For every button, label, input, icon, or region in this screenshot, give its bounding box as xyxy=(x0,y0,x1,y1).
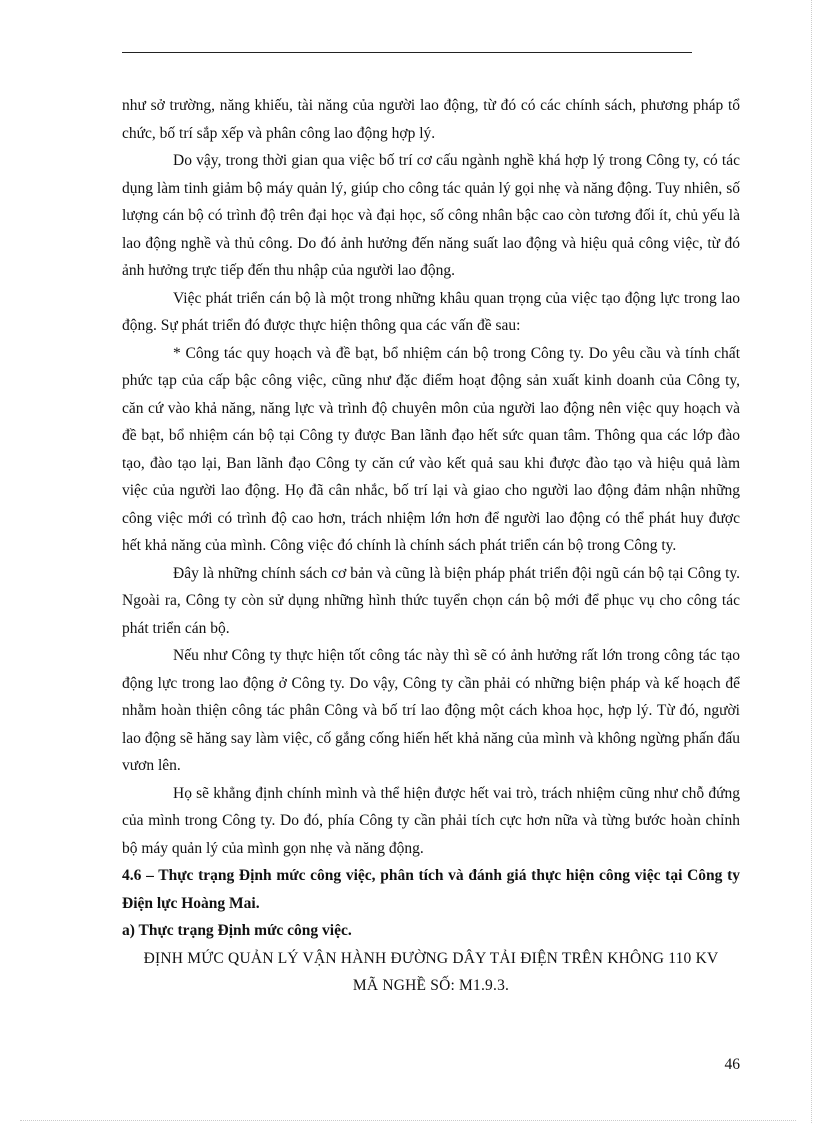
section-heading: 4.6 – Thực trạng Định mức công việc, phân tích và đánh giá thực hiện công việc tại Công ty Điện lực Hoàng Mai. xyxy=(122,867,740,912)
sub-heading: a) Thực trạng Định mức công việc. xyxy=(122,922,352,939)
paragraph-6: Nếu như Công ty thực hiện tốt công tác này thì sẽ có ảnh hưởng rất lớn trong công tác tạo động lực trong lao động ở Công ty. Do vậy, Công ty cần phải có những biện pháp và kế hoạch để nhằm hoàn thiện công tác phân Công và bố trí lao động một cách khoa học, hợp lý. Từ đó, người lao động sẽ hăng say làm việc, cố gắng cống hiến hết khả năng của mình và không ngừng phấn đấu vươn lên. xyxy=(122,647,740,774)
paragraph-4: * Công tác quy hoạch và đề bạt, bổ nhiệm cán bộ trong Công ty. Do yêu cầu và tính chất phức tạp của cấp bậc công việc, cũng như đặc điểm hoạt động sản xuất kinh doanh của Công ty, căn cứ vào khả năng, năng lực và trình độ chuyên môn của người lao động nên việc quy hoạch và đề bạt, bổ nhiệm cán bộ tại Công ty được Ban lãnh đạo hết sức quan tâm. Thông qua các lớp đào tạo, đào tạo lại, Ban lãnh đạo Công ty căn cứ vào kết quả sau khi được đào tạo và hiệu quả làm việc của người lao động. Họ đã cân nhắc, bố trí lại và giao cho người lao động đảm nhận những công việc mới có trình độ cao hơn, trách nhiệm lớn hơn để người lao động có thể phát huy được hết khả năng của mình. Công việc đó chính là chính sách phát triển cán bộ trong Công ty. xyxy=(122,344,740,554)
page-border-right xyxy=(811,0,812,1123)
paragraph-3: Việc phát triển cán bộ là một trong những khâu quan trọng của việc tạo động lực trong lao động. Sự phát triển đó được thực hiện thông qua các vấn đề sau: xyxy=(122,289,740,334)
page-border-bottom xyxy=(20,1120,796,1121)
table-title-line-1: ĐỊNH MỨC QUẢN LÝ VẬN HÀNH ĐƯỜNG DÂY TẢI ĐIỆN TRÊN KHÔNG 110 KV xyxy=(143,949,719,967)
document-body xyxy=(122,92,740,1000)
page-number: 46 xyxy=(724,1056,740,1073)
header-rule xyxy=(122,52,692,53)
table-title-line-2: MÃ NGHỀ SỐ: M1.9.3. xyxy=(352,977,510,994)
paragraph-2: Do vậy, trong thời gian qua việc bố trí cơ cấu ngành nghề khá hợp lý trong Công ty, có tác dụng làm tinh giảm bộ máy quản lý, giúp cho công tác quản lý gọi nhẹ và năng động. Tuy nhiên, số lượng cán bộ có trình độ trên đại học và đại học, số công nhân bậc cao còn tương đối ít, chủ yếu là lao động nghề và thủ công. Do đó ảnh hưởng đến năng suất lao động và hiệu quả công việc, từ đó ảnh hưởng trực tiếp đến thu nhập của người lao động. xyxy=(122,152,740,279)
paragraph-1: như sở trường, năng khiếu, tài năng của người lao động, từ đó có các chính sách, phương pháp tổ chức, bố trí sắp xếp và phân công lao động hợp lý. xyxy=(122,97,740,142)
paragraph-5: Đây là những chính sách cơ bản và cũng là biện pháp phát triển đội ngũ cán bộ tại Công ty. Ngoài ra, Công ty còn sử dụng những hình thức tuyển chọn cán bộ mới để phục vụ cho công tác phát triển cán bộ. xyxy=(122,564,740,637)
paragraph-7: Họ sẽ khẳng định chính mình và thể hiện được hết vai trò, trách nhiệm cũng như chỗ đứng của mình trong Công ty. Do đó, phía Công ty cần phải tích cực hơn nữa và từng bước hoàn chỉnh bộ máy quản lý của mình gọn nhẹ và năng động. xyxy=(122,784,740,857)
